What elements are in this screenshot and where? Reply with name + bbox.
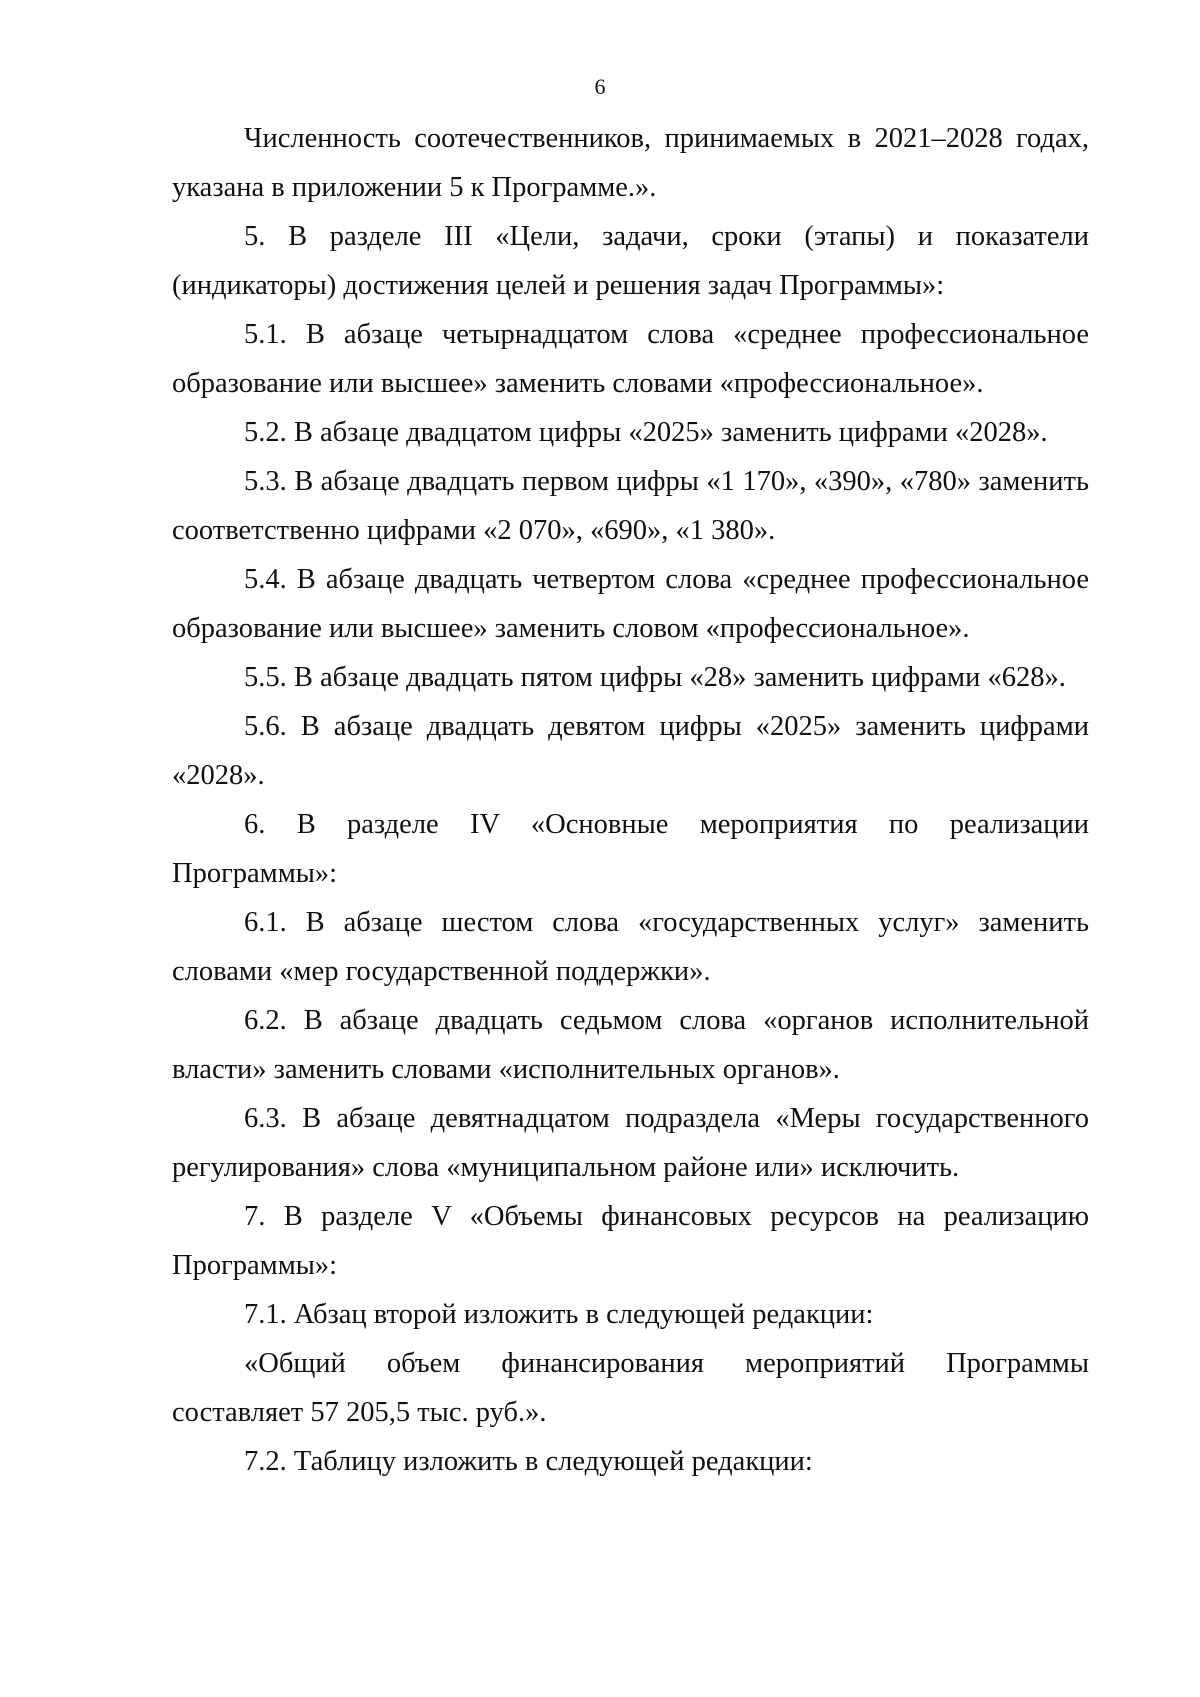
paragraph-funding-total: «Общий объем финансирования мероприятий Программы составляет 57 205,5 тыс. руб.».	[172, 1348, 1089, 1428]
page-number: 6	[594, 74, 606, 99]
paragraph-6-2: 6.2. В абзаце двадцать седьмом слова «органов исполнительной власти» заменить словами «исполнительных органов».	[172, 1005, 1089, 1085]
paragraph-5-1: 5.1. В абзаце четырнадцатом слова «среднее профессиональное образование или высшее» заменить словами «профессиональное».	[172, 319, 1089, 399]
paragraph-compatriots-count: Численность соотечественников, принимаемых в 2021–2028 годах, указана в приложении 5 к Программе.».	[172, 123, 1089, 203]
paragraph-7-2: 7.2. Таблицу изложить в следующей редакции:	[244, 1446, 813, 1477]
paragraph-5-3: 5.3. В абзаце двадцать первом цифры «1 170», «390», «780» заменить соответственно цифрами «2 070», «690», «1 380».	[172, 466, 1089, 546]
paragraph-5-5: 5.5. В абзаце двадцать пятом цифры «28» заменить цифрами «628».	[244, 662, 1066, 693]
paragraph-5-2: 5.2. В абзаце двадцатом цифры «2025» заменить цифрами «2028».	[244, 417, 1048, 448]
paragraph-6-1: 6.1. В абзаце шестом слова «государственных услуг» заменить словами «мер государственной поддержки».	[172, 907, 1089, 987]
paragraph-6-3: 6.3. В абзаце девятнадцатом подраздела «Меры государственного регулирования» слова «муниципальном районе или» исключить.	[172, 1103, 1089, 1183]
paragraph-section-3: 5. В разделе III «Цели, задачи, сроки (этапы) и показатели (индикаторы) достижения целей и решения задач Программы»:	[172, 221, 1089, 301]
paragraph-5-6: 5.6. В абзаце двадцать девятом цифры «2025» заменить цифрами «2028».	[172, 711, 1089, 791]
paragraph-5-4: 5.4. В абзаце двадцать четвертом слова «среднее профессиональное образование или высшее» заменить словом «профессиональное».	[172, 564, 1089, 644]
document-body	[172, 114, 1089, 1486]
paragraph-section-4: 6. В разделе IV «Основные мероприятия по реализации Программы»:	[172, 809, 1089, 889]
paragraph-section-5: 7. В разделе V «Объемы финансовых ресурсов на реализацию Программы»:	[172, 1201, 1089, 1281]
paragraph-7-1: 7.1. Абзац второй изложить в следующей редакции:	[244, 1299, 874, 1330]
